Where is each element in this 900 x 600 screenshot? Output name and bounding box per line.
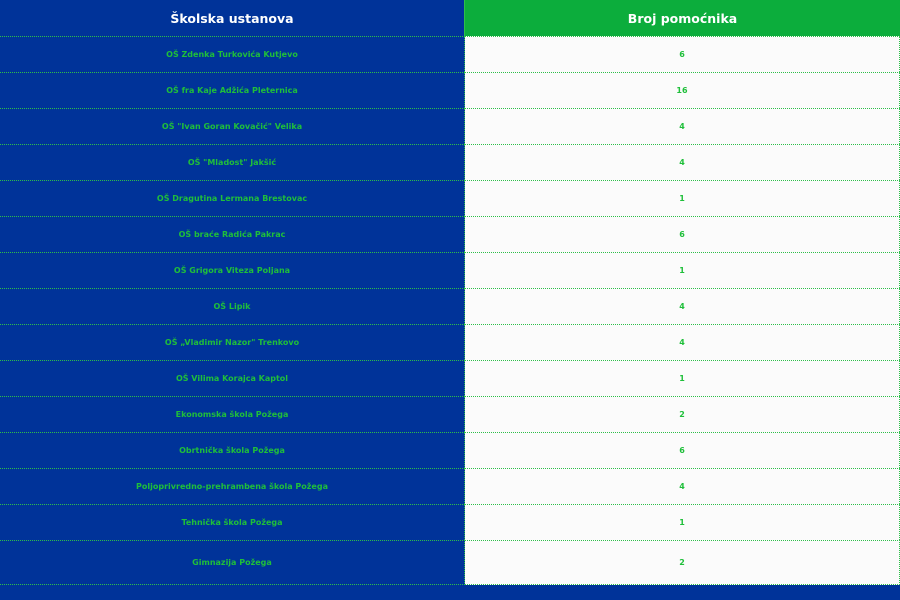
table-cell-school: OŠ Grigora Viteza Poljana [0, 252, 465, 288]
table-cell-count: 1 [465, 504, 900, 540]
table-cell-count: 1 [465, 360, 900, 396]
table-cell-school: OŠ Dragutina Lermana Brestovac [0, 180, 465, 216]
table-cell-count: 2 [465, 396, 900, 432]
table-cell-school: OŠ Zdenka Turkovića Kutjevo [0, 36, 465, 72]
table-cell-count: 4 [465, 144, 900, 180]
table-cell-school: Gimnazija Požega [0, 540, 465, 585]
table-cell-count: 6 [465, 432, 900, 468]
table-cell-school: OŠ "Ivan Goran Kovačić" Velika [0, 108, 465, 144]
table-cell-school: OŠ braće Radića Pakrac [0, 216, 465, 252]
table-cell-school: OŠ Lipik [0, 288, 465, 324]
table-cell-school: OŠ „Vladimir Nazor" Trenkovo [0, 324, 465, 360]
table-cell-count: 1 [465, 180, 900, 216]
table-cell-count: 6 [465, 216, 900, 252]
column-header-count: Broj pomoćnika [465, 0, 900, 36]
table-cell-school: Ekonomska škola Požega [0, 396, 465, 432]
table-cell-count: 1 [465, 252, 900, 288]
table-cell-count: 4 [465, 108, 900, 144]
table-cell-count: 2 [465, 540, 900, 585]
table-cell-school: Obrtnička škola Požega [0, 432, 465, 468]
table-cell-count: 4 [465, 288, 900, 324]
table-cell-count: 4 [465, 324, 900, 360]
column-header-school: Školska ustanova [0, 0, 465, 36]
table-cell-count: 4 [465, 468, 900, 504]
table-cell-school: Poljoprivredno-prehrambena škola Požega [0, 468, 465, 504]
table-cell-count: 16 [465, 72, 900, 108]
table-cell-school: OŠ Vilima Korajca Kaptol [0, 360, 465, 396]
table-cell-school: OŠ fra Kaje Adžića Pleternica [0, 72, 465, 108]
table-cell-school: OŠ "Mladost" Jakšić [0, 144, 465, 180]
table-cell-school: Tehnička škola Požega [0, 504, 465, 540]
table-cell-count: 6 [465, 36, 900, 72]
